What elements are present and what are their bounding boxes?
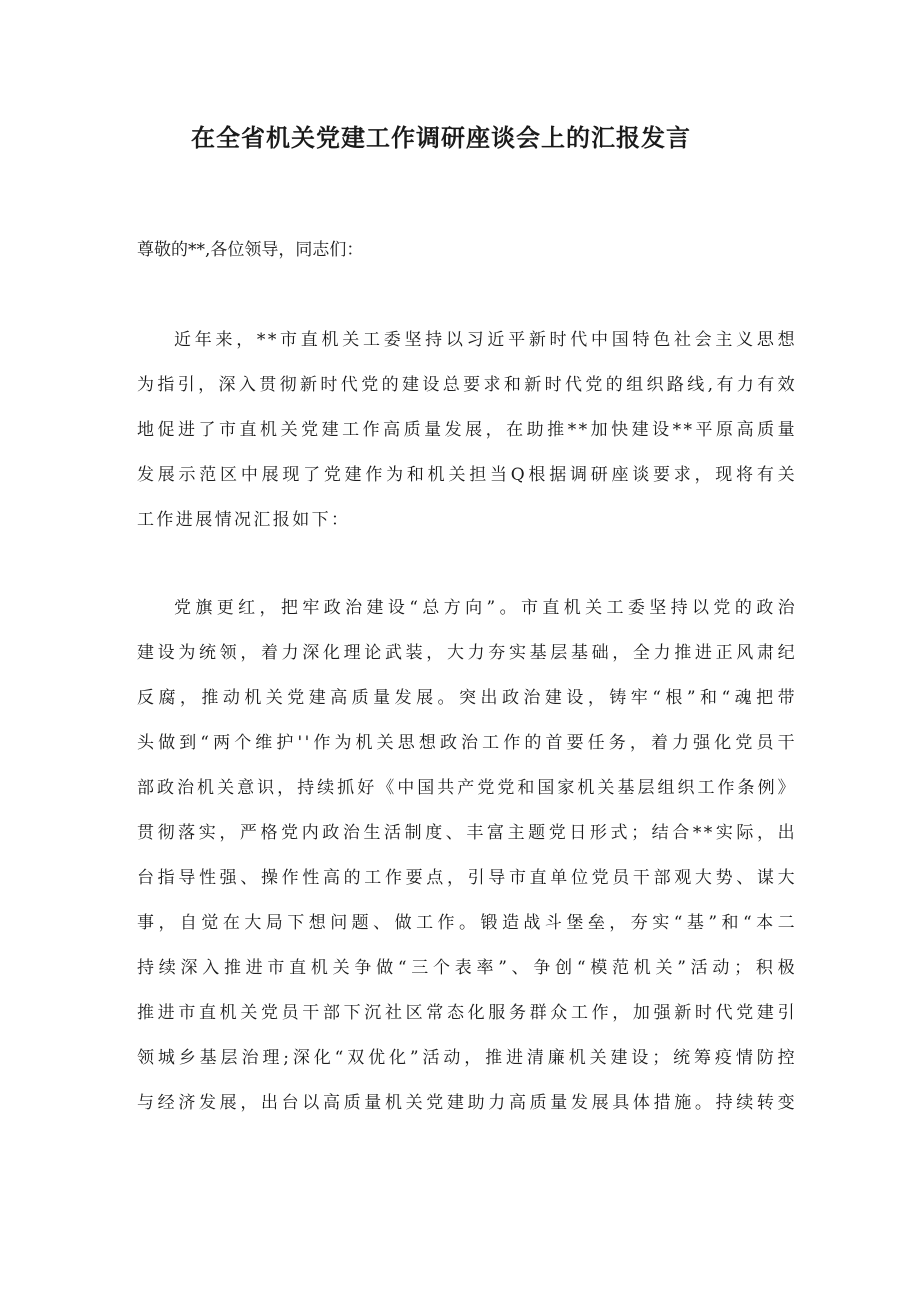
paragraph-line: 贯彻落实，严格党内政治生活制度、丰富主题党日形式；结合**实际，出 [137, 823, 797, 843]
paragraph-line: 持续深入推进市直机关争做“三个表率”、争创“模范机关”活动；积极 [137, 958, 797, 978]
paragraph-line: 建设为统领，着力深化理论武装，大力夯实基层基础，全力推进正风肃纪 [137, 643, 797, 663]
paragraph-line: 部政治机关意识，持续抓好《中国共产党党和国家机关基层组织工作条例》 [137, 778, 797, 798]
paragraph-line: 事，自觉在大局下想问题、做工作。锻造战斗堡垒，夯实“基”和“本二 [137, 913, 797, 933]
document-title: 在全省机关党建工作调研座谈会上的汇报发言 [191, 124, 691, 152]
paragraph-line: 为指引，深入贯彻新时代党的建设总要求和新时代党的组织路线,有力有效 [137, 375, 797, 395]
paragraph-line: 地促进了市直机关党建工作高质量发展，在助推**加快建设**平原高质量 [137, 420, 797, 440]
greeting-line: 尊敬的**,各位领导，同志们： [137, 240, 364, 260]
paragraph-line: 党旗更红，把牢政治建设“总方向”。市直机关工委坚持以党的政治 [174, 598, 797, 618]
paragraph-line: 推进市直机关党员干部下沉社区常态化服务群众工作，加强新时代党建引 [137, 1003, 797, 1023]
paragraph-intro [137, 320, 797, 545]
paragraph-line: 头做到“两个维护''作为机关思想政治工作的首要任务，着力强化党员干 [137, 733, 797, 753]
paragraph-line: 反腐，推动机关党建高质量发展。突出政治建设，铸牢“根”和“魂把带 [137, 688, 797, 708]
paragraph-line: 与经济发展，出台以高质量机关党建助力高质量发展具体措施。持续转变 [137, 1093, 797, 1113]
paragraph-political-building [137, 588, 797, 1128]
paragraph-line: 台指导性强、操作性高的工作要点，引导市直单位党员干部观大势、谋大 [137, 868, 797, 888]
paragraph-line: 近年来，**市直机关工委坚持以习近平新时代中国特色社会主义思想 [174, 330, 797, 350]
paragraph-line: 发展示范区中展现了党建作为和机关担当Q根据调研座谈要求，现将有关 [137, 465, 797, 485]
paragraph-line: 领城乡基层治理;深化“双优化”活动，推进清廉机关建设；统筹疫情防控 [137, 1048, 797, 1068]
paragraph-line: 工作进展情况汇报如下： [137, 510, 351, 530]
